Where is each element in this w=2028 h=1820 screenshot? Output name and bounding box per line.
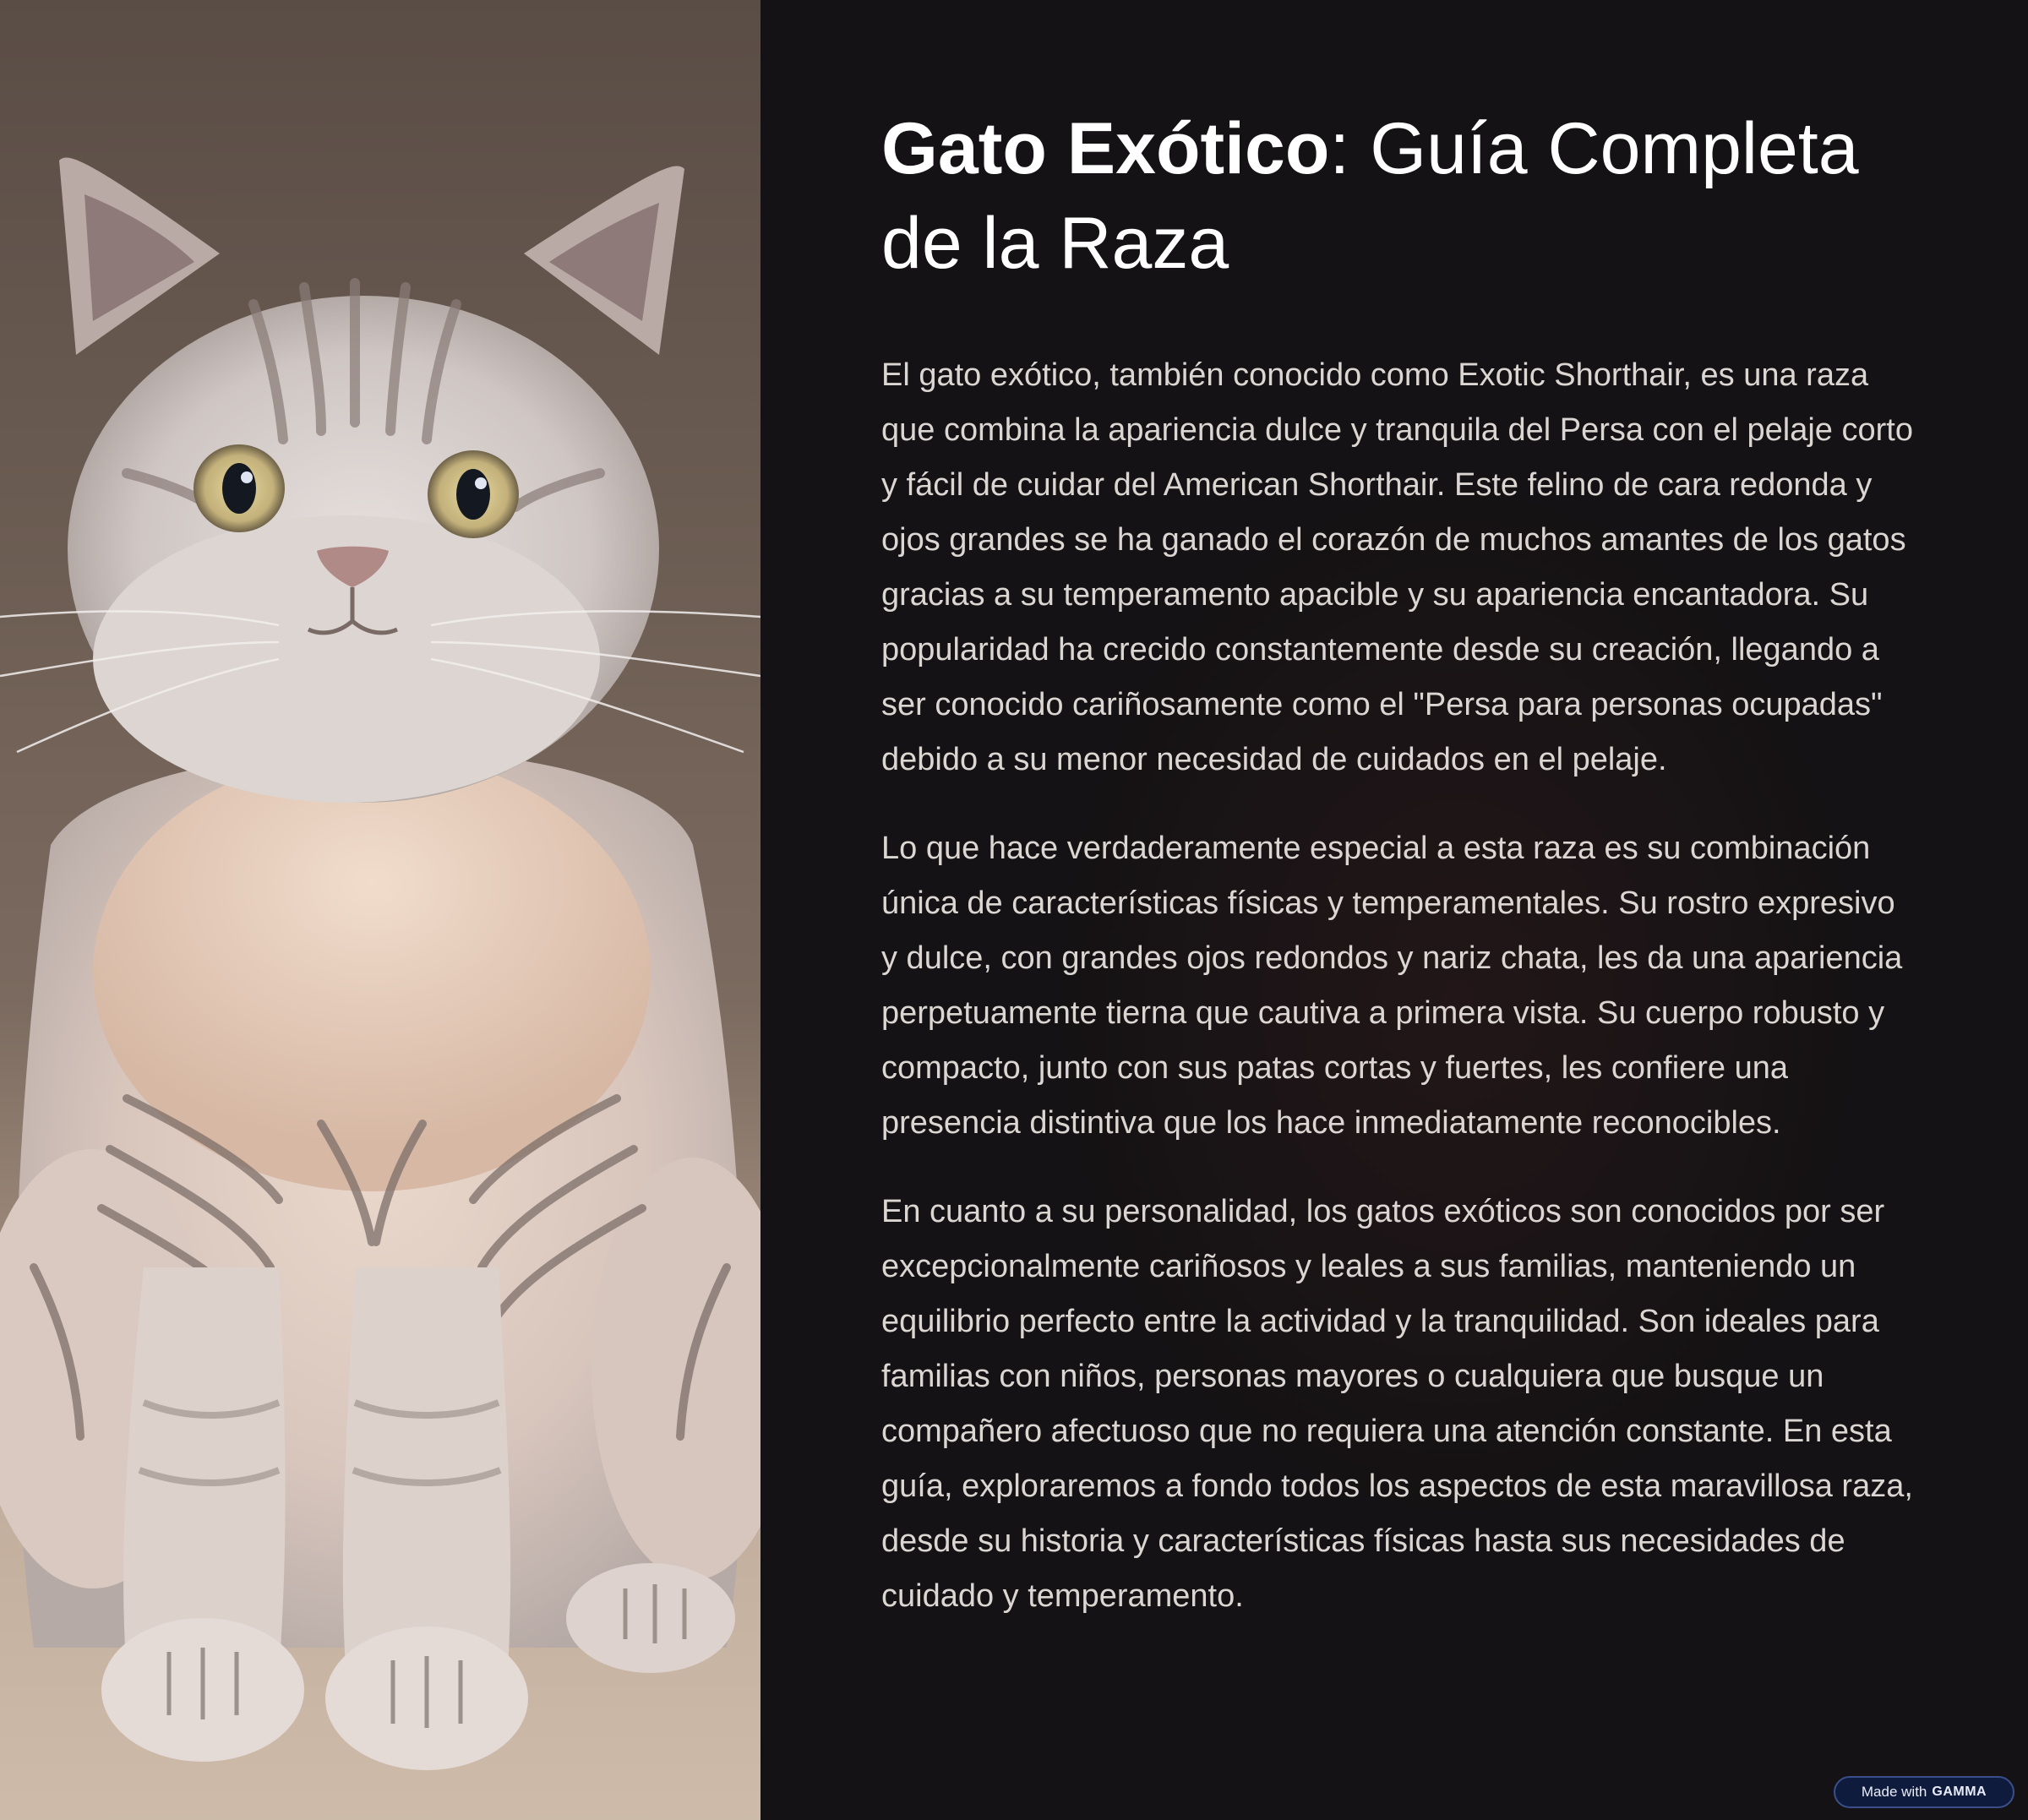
page-title xyxy=(881,101,1918,291)
cat-photo xyxy=(0,0,760,1820)
content-panel xyxy=(760,0,2028,1820)
badge-prefix: Made with xyxy=(1861,1784,1927,1800)
intro-paragraph: El gato exótico, también conocido como Exotic Shorthair, es una raza que combina la apariencia dulce y tranquila del Persa con el pelaje corto y fácil de cuidar del American Shorthair. Este felino de cara redonda y ojos grandes se ha ganado el corazón de muchos amantes de los gatos gracias a su temperamento apacible y su apariencia encantadora. Su popularidad ha crecido constantemente desde su creación, llegando a ser conocido cariñosamente como el "Persa para personas ocupadas" debido a su menor necesidad de cuidados en el pelaje. xyxy=(881,357,1913,777)
made-with-gamma-badge[interactable] xyxy=(1834,1776,2014,1808)
gamma-logo: GAMMA xyxy=(1932,1785,1987,1799)
title-rest: : Guía Completa de la Raza xyxy=(881,108,1859,284)
personality-paragraph: En cuanto a su personalidad, los gatos exóticos son conocidos por ser excepcionalmente cariñosos y leales a sus familias, manteniendo un equilibrio perfecto entre la actividad y la tranquilidad. Son ideales para familias con niños, personas mayores o cualquiera que busque un compañero afectuoso que no requiera una atención constante. En esta guía, exploraremos a fondo todos los aspectos de esta maravillosa raza, desde su historia y características físicas hasta sus necesidades de cuidado y temperamento. xyxy=(881,1194,1913,1614)
title-bold: Gato Exótico xyxy=(881,108,1330,189)
hero-image-panel xyxy=(0,0,760,1820)
features-paragraph: Lo que hace verdaderamente especial a esta raza es su combinación única de características físicas y temperamentales. Su rostro expresivo y dulce, con grandes ojos redondos y nariz chata, les da una apariencia perpetuamente tierna que cautiva a primera vista. Su cuerpo robusto y compacto, junto con sus patas cortas y fuertes, les confiere una presencia distintiva que los hace inmediatamente reconocibles. xyxy=(881,831,1903,1141)
